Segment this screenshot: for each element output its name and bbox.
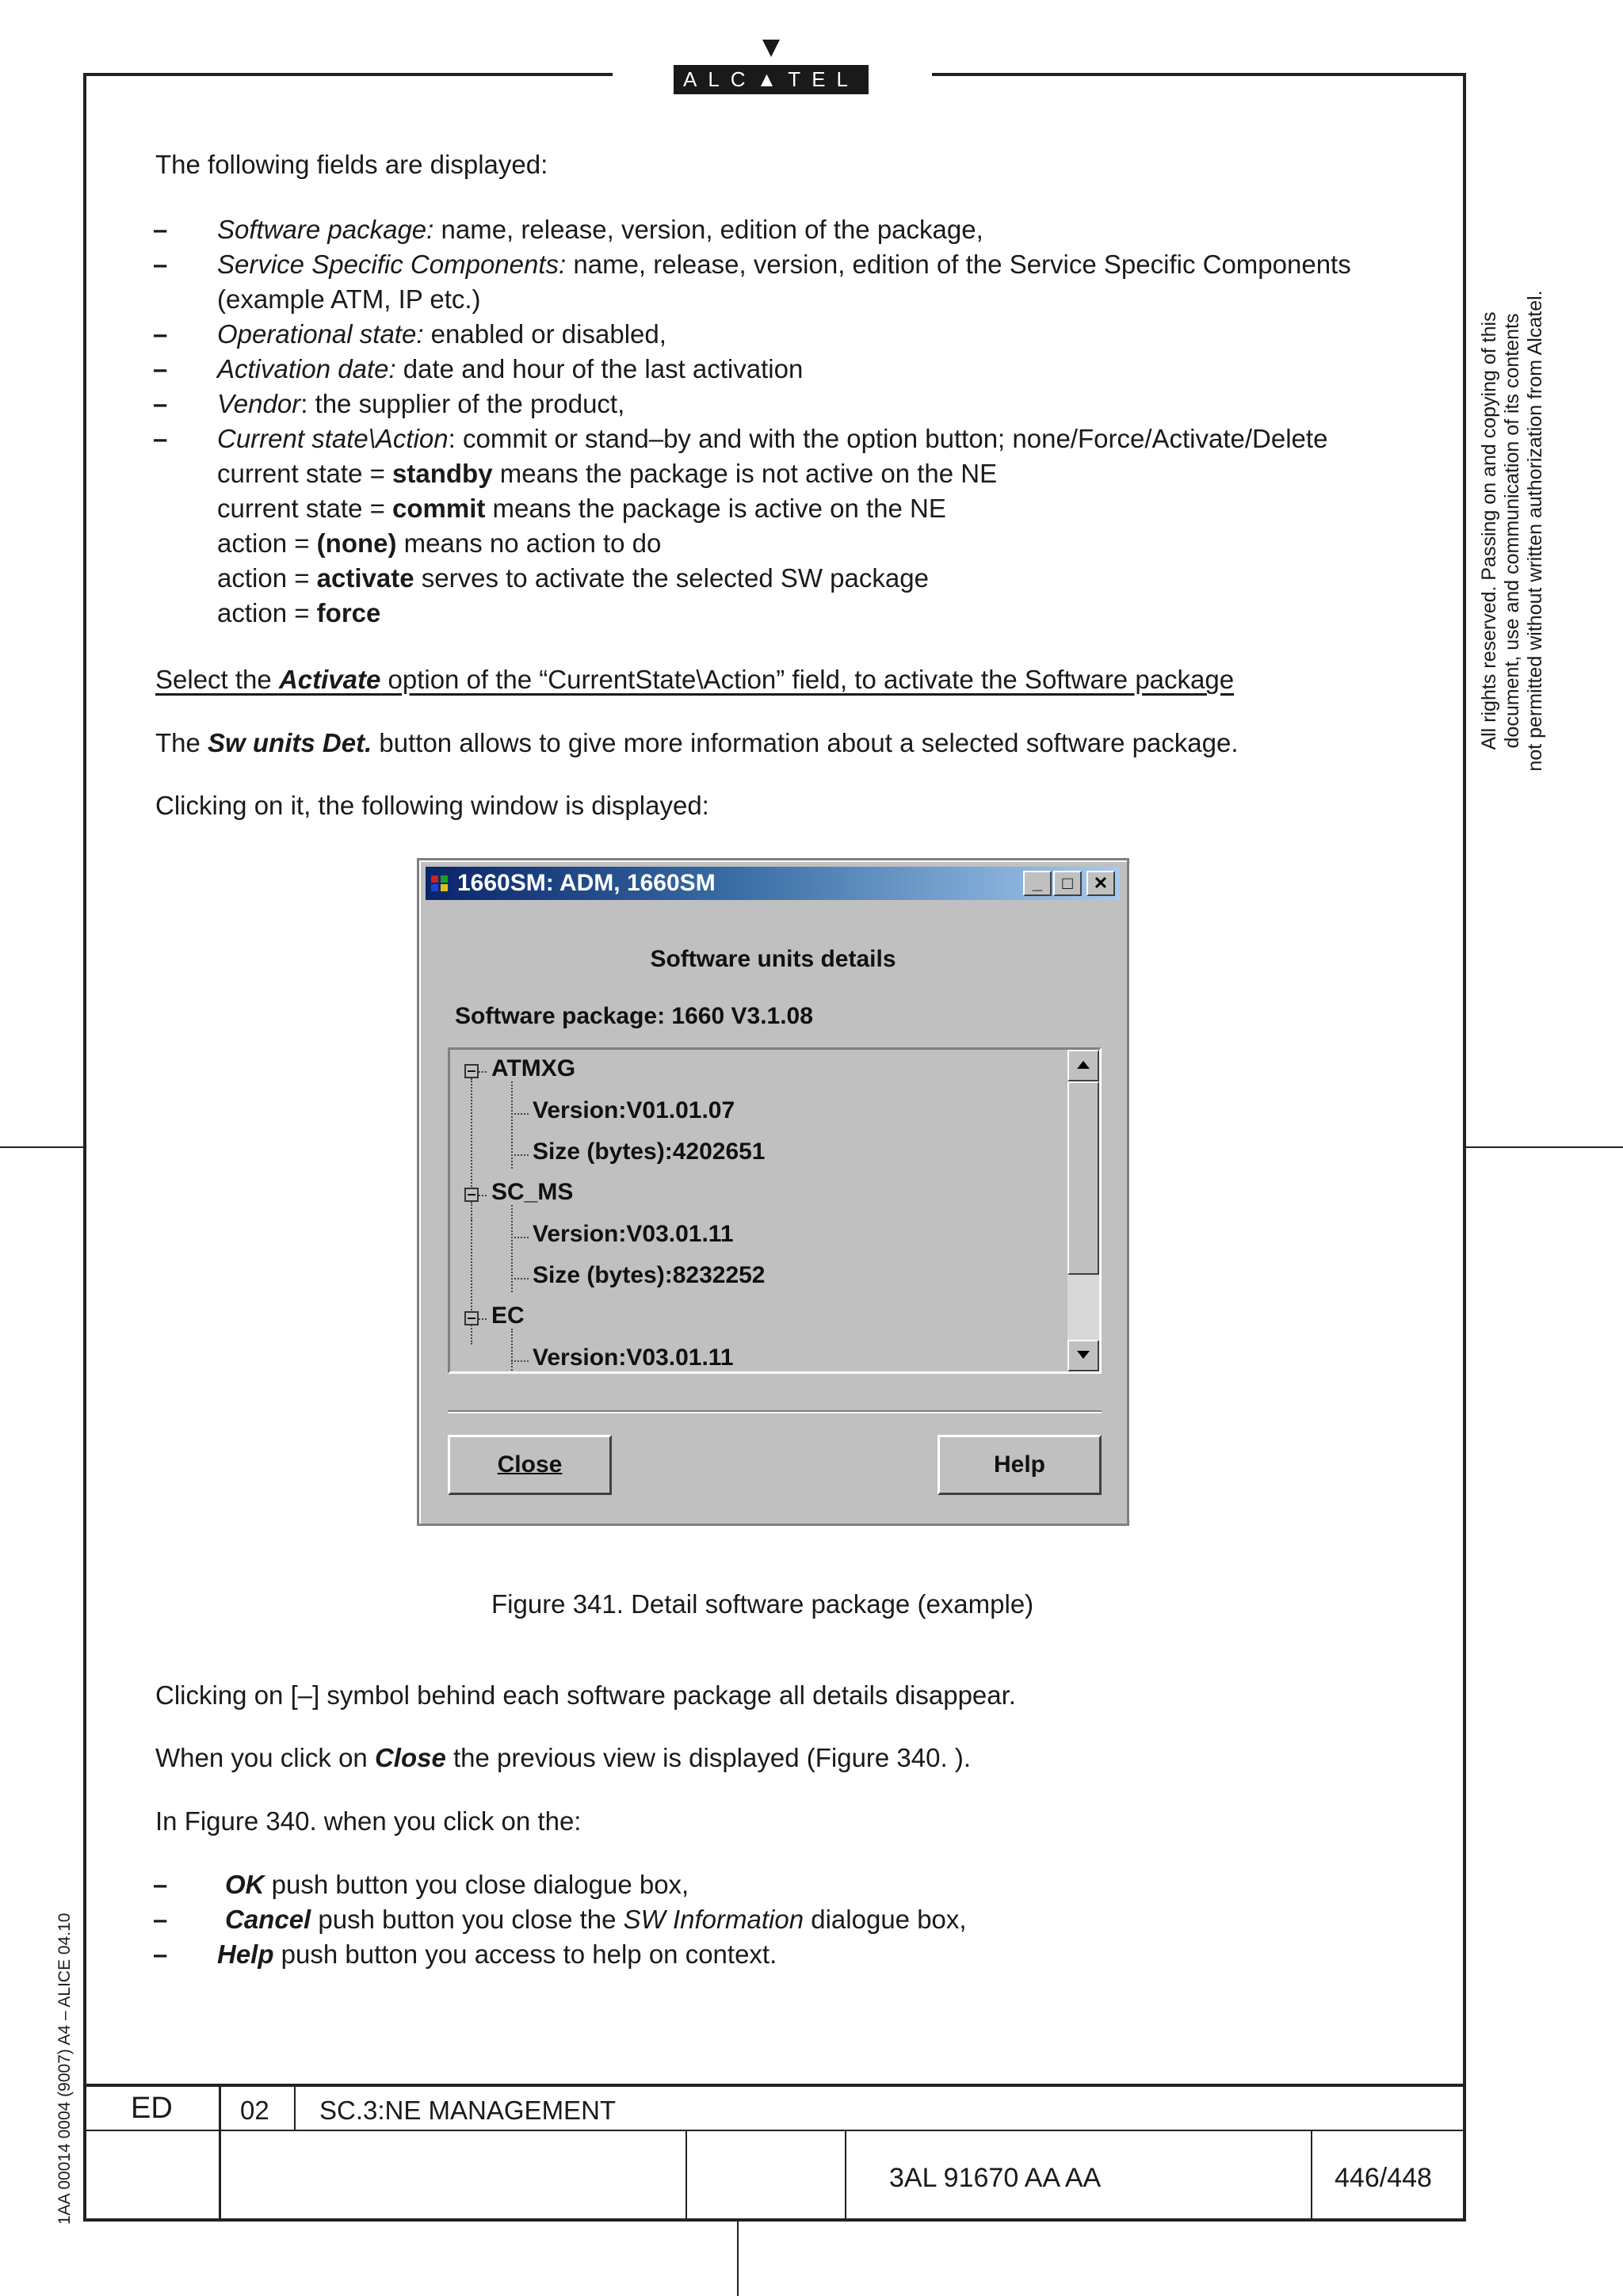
figure-caption: Figure 341. Detail software package (example) (491, 1589, 1034, 1619)
margin-mark-right (1466, 1146, 1623, 1148)
tree-scrollbar[interactable] (1067, 1050, 1099, 1371)
window-separator (448, 1410, 1102, 1413)
footer-page-number: 446/448 (1335, 2163, 1432, 2193)
collapse-icon[interactable] (464, 1188, 479, 1202)
field-current-state: Current state\Action: commit or stand–by and with the option button; none/Force/Activate/Delete (217, 424, 1328, 453)
close-button[interactable] (448, 1435, 612, 1495)
select-activate-line: Select the Activate option of the “CurrentState\Action” field, to activate the Software package (155, 665, 1235, 694)
scroll-down-button[interactable] (1067, 1340, 1099, 1371)
tree-leaf[interactable]: Size (bytes):4202651 (533, 1138, 766, 1165)
arrow-down-icon (1077, 1351, 1090, 1359)
frame-top-left (83, 73, 613, 76)
field-software-package: Software package: name, release, version, edition of the package, (217, 215, 983, 244)
copyright-note (1478, 261, 1547, 800)
software-units-tree[interactable] (448, 1047, 1102, 1374)
field-service-components: Service Specific Components: name, release, version, edition of the Service Specific Components (217, 250, 1351, 279)
action-cancel: Cancel push button you close the SW Information dialogue box, (225, 1905, 967, 1934)
state-line-commit: current state = commit means the package is active on the NE (217, 494, 946, 523)
margin-mark-bottom (737, 2222, 739, 2296)
close-line: When you click on Close the previous view is displayed (Figure 340. ). (155, 1743, 971, 1772)
minimize-button[interactable]: _ (1023, 871, 1052, 896)
state-line-standby: current state = standby means the package is not active on the NE (217, 459, 998, 488)
frame-top-right (932, 73, 1466, 76)
tree-connector (511, 1237, 529, 1238)
tree-connector (511, 1278, 529, 1280)
tree-node-atmxg[interactable]: ATMXG (491, 1055, 576, 1081)
window-heading: Software units details (650, 946, 896, 972)
scroll-thumb[interactable] (1067, 1081, 1099, 1275)
tree-connector (479, 1071, 487, 1073)
intro-text: The following fields are displayed: (155, 150, 548, 179)
footer-top-border (83, 2084, 1466, 2087)
footer-col-5 (1311, 2131, 1312, 2220)
tree-connector (479, 1318, 487, 1320)
tree-node-ec[interactable]: EC (491, 1302, 525, 1329)
logo-arrow-icon (762, 40, 780, 57)
clicking-symbol-line: Clicking on [–] symbol behind each software package all details disappear. (155, 1680, 1016, 1710)
arrow-up-icon (1077, 1061, 1090, 1069)
copyright-line-2: document, use and communication of its contents (1501, 313, 1523, 749)
close-button-label: Close (497, 1451, 563, 1478)
bullet: – (153, 250, 168, 279)
footer-col-1 (219, 2085, 221, 2220)
bullet: – (153, 319, 168, 349)
state-line-force: action = force (217, 598, 381, 627)
maximize-button[interactable]: □ (1053, 871, 1082, 896)
field-operational-state: Operational state: enabled or disabled, (217, 319, 666, 349)
footer-doc-code: 3AL 91670 AA AA (889, 2163, 1102, 2193)
frame-bottom (83, 2218, 1466, 2222)
bullet: – (153, 424, 168, 453)
form-code: 1AA 00014 0004 (9007) A4 – ALICE 04.10 (55, 1913, 74, 2225)
tree-connector (479, 1195, 487, 1196)
copyright-line-3: not permitted without written authorization from Alcatel. (1524, 290, 1546, 772)
bullet: – (153, 1939, 168, 1969)
tree-connector (511, 1113, 529, 1115)
bullet: – (153, 354, 168, 383)
tree-leaf[interactable]: Version:V03.01.11 (533, 1344, 734, 1371)
bullet: – (153, 1905, 168, 1934)
tree-node-sc-ms[interactable]: SC_MS (491, 1179, 574, 1205)
footer-mid-border (83, 2130, 1466, 2131)
software-units-window (417, 858, 1129, 1526)
footer-ed-value: 02 (240, 2096, 269, 2125)
tree-connector (511, 1360, 529, 1362)
figure-340-line: In Figure 340. when you click on the: (155, 1806, 582, 1836)
footer-section: SC.3:NE MANAGEMENT (319, 2096, 617, 2125)
state-line-none: action = (none) means no action to do (217, 528, 662, 558)
scroll-up-button[interactable] (1067, 1050, 1099, 1081)
clicking-line: Clicking on it, the following window is displayed: (155, 791, 709, 820)
collapse-icon[interactable] (464, 1311, 479, 1325)
action-ok: OK push button you close dialogue box, (225, 1870, 689, 1899)
footer-ed-label: ED (131, 2092, 173, 2125)
collapse-icon[interactable] (464, 1064, 479, 1078)
tree-leaf[interactable]: Version:V03.01.11 (533, 1221, 734, 1247)
alcatel-logo: ALC▲TEL (674, 65, 869, 94)
tree-connector (511, 1329, 513, 1374)
footer-col-3 (685, 2131, 687, 2220)
window-titlebar[interactable] (426, 867, 1120, 900)
tree-leaf[interactable]: Version:V01.01.07 (533, 1097, 735, 1123)
footer-col-4 (845, 2131, 846, 2220)
frame-left (83, 73, 86, 2222)
footer-col-2 (294, 2085, 296, 2131)
field-service-components-cont: (example ATM, IP etc.) (217, 284, 481, 314)
software-package-label: Software package: 1660 V3.1.08 (455, 1003, 813, 1029)
tree-connector (511, 1154, 529, 1156)
help-button-label: Help (993, 1451, 1045, 1478)
action-help: Help push button you access to help on context. (217, 1939, 777, 1969)
bullet: – (153, 215, 168, 244)
app-icon (430, 874, 449, 893)
sw-units-line: The Sw units Det. button allows to give more information about a selected software package. (155, 728, 1239, 757)
tree-leaf[interactable]: Size (bytes):8232252 (533, 1262, 766, 1288)
close-window-button[interactable]: ✕ (1086, 871, 1115, 896)
field-activation-date: Activation date: date and hour of the last activation (217, 354, 804, 383)
copyright-line-1: All rights reserved. Passing on and copying of this (1478, 311, 1500, 750)
bullet: – (153, 1870, 168, 1899)
window-title: 1660SM: ADM, 1660SM (457, 870, 716, 896)
help-button[interactable] (938, 1435, 1102, 1495)
margin-mark-left (0, 1146, 83, 1148)
bullet: – (153, 389, 168, 418)
field-vendor: Vendor: the supplier of the product, (217, 389, 625, 418)
state-line-activate: action = activate serves to activate the selected SW package (217, 563, 929, 593)
